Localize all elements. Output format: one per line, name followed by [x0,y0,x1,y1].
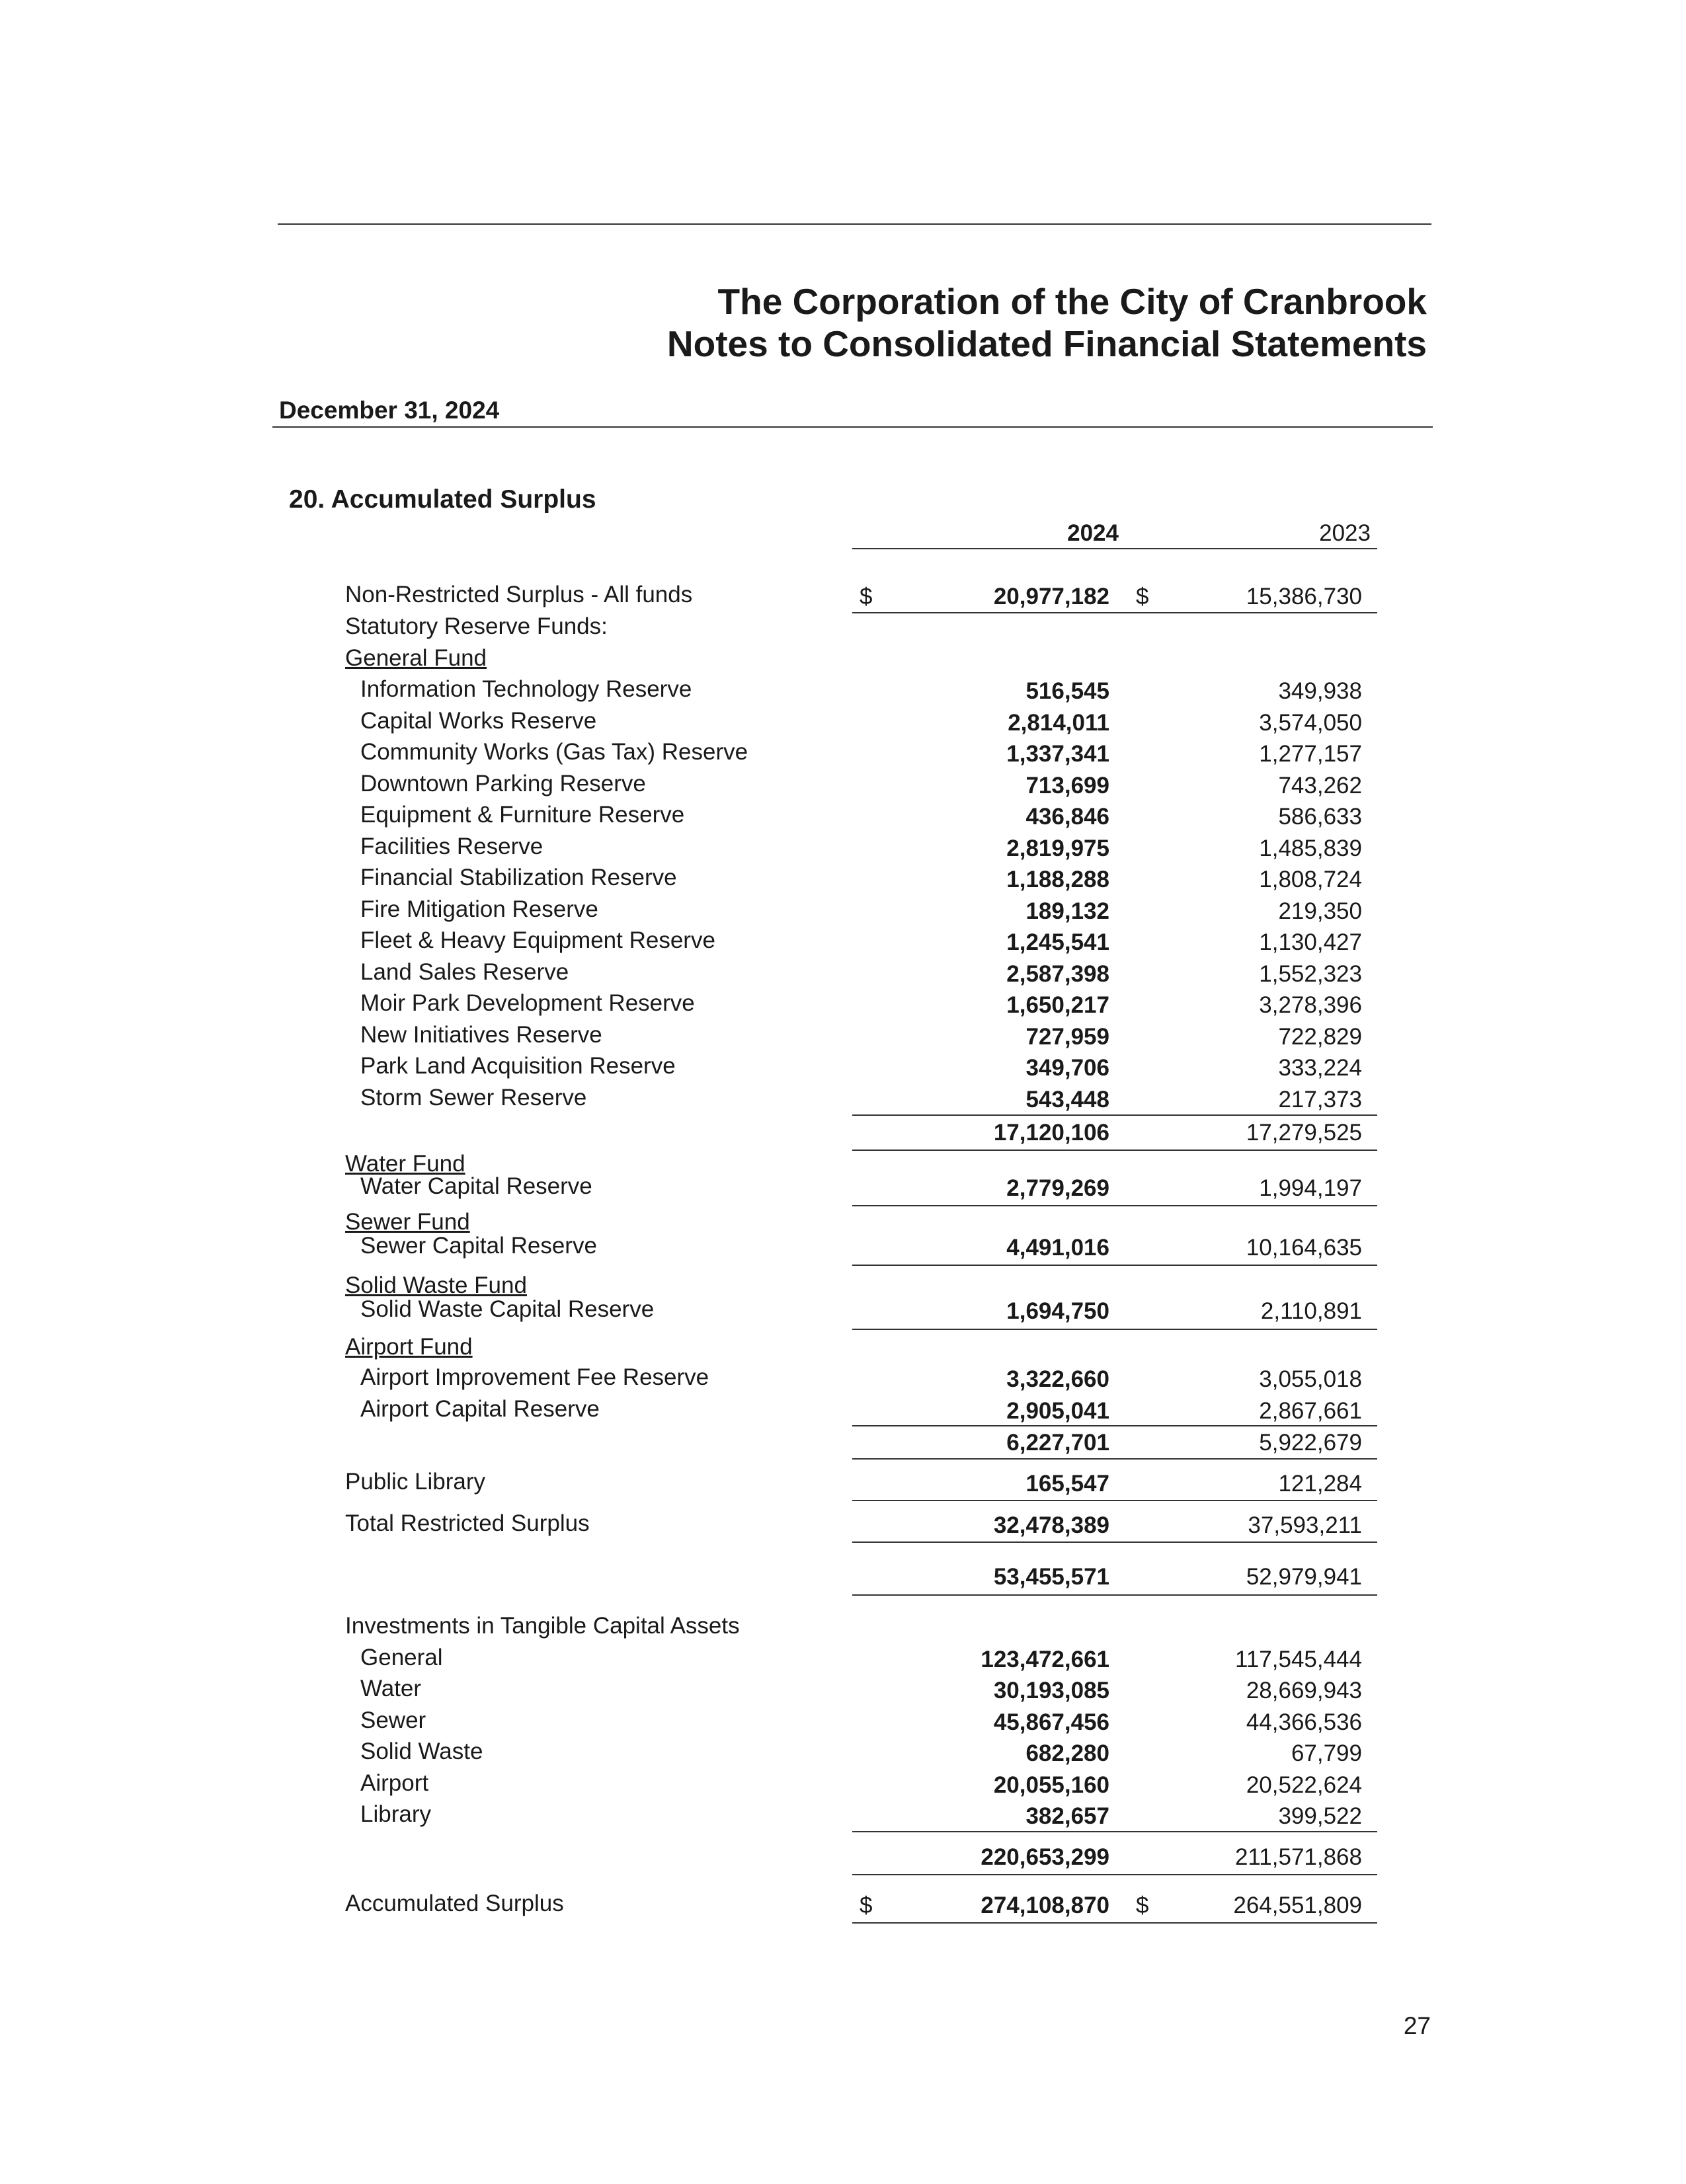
general-fund-item-label: Downtown Parking Reserve [360,771,646,797]
general-fund-item-label: New Initiatives Reserve [360,1022,602,1048]
general-fund-item-value-2023: 586,633 [1278,804,1362,830]
water-capital-value-2023: 1,994,197 [1259,1175,1362,1201]
rule-water-fund [852,1205,1377,1206]
general-fund-item-label: Fire Mitigation Reserve [360,896,598,922]
currency-symbol-accumulated-2023: $ [1136,1892,1149,1918]
airport-fund-total-2023: 5,922,679 [1259,1430,1362,1456]
tca-item-label: General [360,1645,443,1670]
general-fund-heading: General Fund [345,645,487,671]
tca-item-value-2023: 67,799 [1291,1740,1362,1766]
rule-general-fund-total [852,1150,1377,1151]
sewer-fund-heading: Sewer Fund [345,1209,470,1235]
general-fund-item-value-2023: 217,373 [1278,1087,1362,1112]
general-fund-item-label: Equipment & Furniture Reserve [360,802,685,828]
airport-fund-item-value-2023: 3,055,018 [1259,1366,1362,1392]
general-fund-item-label: Financial Stabilization Reserve [360,865,677,890]
general-fund-item-value-2024: 1,188,288 [1006,867,1109,892]
tca-item-label: Sewer [360,1707,426,1733]
general-fund-item-label: Storm Sewer Reserve [360,1085,587,1111]
tca-item-value-2024: 682,280 [1025,1740,1109,1766]
public-library-label: Public Library [345,1469,486,1495]
accumulated-surplus-label: Accumulated Surplus [345,1891,564,1916]
tca-item-value-2023: 399,522 [1278,1803,1362,1829]
general-fund-item-label: Park Land Acquisition Reserve [360,1053,676,1079]
tca-item-value-2023: 117,545,444 [1234,1647,1362,1672]
airport-fund-item-label: Airport Improvement Fee Reserve [360,1364,709,1390]
tca-item-label: Airport [360,1770,429,1796]
currency-symbol-accumulated-2024: $ [860,1892,873,1918]
tca-item-value-2024: 123,472,661 [981,1647,1109,1672]
column-header-rule [852,548,1377,549]
general-fund-item-value-2023: 1,130,427 [1259,929,1362,955]
surplus-subtotal-2023: 52,979,941 [1246,1564,1362,1590]
rule-airport-fund-total [852,1458,1377,1460]
rule-tca-total [852,1874,1377,1875]
rule-total-restricted [852,1541,1377,1543]
tca-item-label: Water [360,1676,422,1701]
general-fund-item-label: Community Works (Gas Tax) Reserve [360,739,748,765]
general-fund-item-value-2024: 436,846 [1025,804,1109,830]
tca-total-2024: 220,653,299 [981,1844,1109,1870]
tca-item-value-2024: 20,055,160 [993,1772,1109,1798]
general-fund-item-label: Facilities Reserve [360,834,543,859]
tca-item-value-2024: 45,867,456 [993,1709,1109,1735]
rule-tca [852,1831,1377,1832]
public-library-value-2024: 165,547 [1025,1471,1109,1497]
solid-waste-capital-value-2023: 2,110,891 [1260,1298,1362,1324]
statement-date: December 31, 2024 [279,397,500,424]
solid-waste-capital-value-2024: 1,694,750 [1006,1298,1109,1324]
general-fund-total-2024: 17,120,106 [993,1120,1109,1146]
tca-heading: Investments in Tangible Capital Assets [345,1613,740,1639]
solid-waste-capital-label: Solid Waste Capital Reserve [360,1296,655,1322]
tca-item-value-2023: 44,366,536 [1246,1709,1362,1735]
rule-accumulated-surplus [852,1922,1377,1924]
airport-fund-item-value-2023: 2,867,661 [1259,1398,1362,1424]
general-fund-item-value-2023: 219,350 [1278,898,1362,924]
rule-airport-fund [852,1425,1377,1426]
rule-public-library [852,1500,1377,1501]
solid-waste-fund-heading: Solid Waste Fund [345,1272,527,1298]
rule-sewer-fund [852,1265,1377,1266]
airport-fund-total-2024: 6,227,701 [1006,1430,1109,1456]
general-fund-item-value-2024: 713,699 [1025,773,1109,799]
accumulated-surplus-value-2024: 274,108,870 [981,1892,1109,1918]
total-restricted-value-2024: 32,478,389 [993,1512,1109,1538]
general-fund-item-value-2024: 1,337,341 [1006,741,1109,767]
page-number: 27 [1403,2012,1431,2039]
general-fund-item-value-2023: 1,485,839 [1259,836,1362,861]
row-label-non-restricted: Non-Restricted Surplus - All funds [345,582,693,607]
general-fund-item-label: Land Sales Reserve [360,959,569,985]
general-fund-item-value-2024: 2,819,975 [1006,836,1109,861]
airport-fund-item-label: Airport Capital Reserve [360,1396,600,1422]
water-capital-label: Water Capital Reserve [360,1173,592,1199]
rule-subtotal [852,1594,1377,1596]
general-fund-item-value-2023: 1,277,157 [1259,741,1362,767]
header-bottom-rule [272,426,1433,428]
general-fund-item-value-2023: 1,808,724 [1259,867,1362,892]
airport-fund-item-value-2024: 2,905,041 [1006,1398,1109,1424]
general-fund-item-value-2024: 189,132 [1025,898,1109,924]
water-capital-value-2024: 2,779,269 [1006,1175,1109,1201]
tca-item-value-2023: 28,669,943 [1246,1678,1362,1703]
surplus-subtotal-2024: 53,455,571 [993,1564,1109,1590]
airport-fund-heading: Airport Fund [345,1334,473,1360]
column-header-2024: 2024 [1067,520,1119,546]
total-restricted-value-2023: 37,593,211 [1248,1512,1362,1538]
note-title: 20. Accumulated Surplus [289,485,596,514]
currency-symbol-non-restricted-2023: $ [1136,584,1149,609]
general-fund-item-value-2023: 743,262 [1278,773,1362,799]
general-fund-item-label: Information Technology Reserve [360,676,692,702]
total-restricted-label: Total Restricted Surplus [345,1510,590,1536]
currency-symbol-non-restricted-2024: $ [860,584,873,609]
general-fund-item-value-2023: 3,278,396 [1259,992,1362,1018]
rule-solid-waste-fund [852,1329,1377,1330]
airport-fund-item-value-2024: 3,322,660 [1006,1366,1109,1392]
general-fund-total-2023: 17,279,525 [1246,1120,1362,1146]
tca-item-value-2024: 382,657 [1025,1803,1109,1829]
general-fund-item-value-2024: 1,245,541 [1006,929,1109,955]
tca-item-value-2023: 20,522,624 [1246,1772,1362,1798]
general-fund-item-value-2024: 2,587,398 [1006,961,1109,987]
general-fund-item-value-2024: 543,448 [1025,1087,1109,1112]
value-non-restricted-2023: 15,386,730 [1246,584,1362,609]
sewer-capital-value-2023: 10,164,635 [1246,1235,1362,1261]
rule-general-fund [852,1114,1377,1116]
tca-total-2023: 211,571,868 [1234,1844,1362,1870]
general-fund-item-value-2023: 349,938 [1278,678,1362,704]
general-fund-item-value-2024: 2,814,011 [1008,710,1109,736]
general-fund-item-value-2024: 516,545 [1025,678,1109,704]
general-fund-item-value-2023: 333,224 [1278,1055,1362,1081]
sewer-capital-value-2024: 4,491,016 [1006,1235,1109,1261]
general-fund-item-value-2023: 1,552,323 [1259,961,1362,987]
column-header-2023: 2023 [1319,520,1371,546]
general-fund-item-value-2023: 3,574,050 [1259,710,1362,736]
page-subtitle: Notes to Consolidated Financial Statements [666,323,1427,364]
header-top-rule [278,223,1431,225]
general-fund-item-value-2024: 349,706 [1025,1055,1109,1081]
public-library-value-2023: 121,284 [1278,1471,1362,1497]
accumulated-surplus-value-2023: 264,551,809 [1233,1892,1362,1918]
general-fund-item-label: Moir Park Development Reserve [360,990,695,1016]
value-non-restricted-2024: 20,977,182 [993,584,1109,609]
general-fund-item-value-2024: 727,959 [1025,1024,1109,1050]
tca-item-label: Solid Waste [360,1738,483,1764]
general-fund-item-label: Fleet & Heavy Equipment Reserve [360,927,715,953]
general-fund-item-value-2023: 722,829 [1278,1024,1362,1050]
tca-item-label: Library [360,1801,431,1827]
rule-non-restricted [852,612,1377,613]
page-title: The Corporation of the City of Cranbrook [717,281,1427,322]
water-fund-heading: Water Fund [345,1151,465,1177]
general-fund-item-value-2024: 1,650,217 [1006,992,1109,1018]
statutory-reserve-heading: Statutory Reserve Funds: [345,613,608,639]
tca-item-value-2024: 30,193,085 [993,1678,1109,1703]
sewer-capital-label: Sewer Capital Reserve [360,1233,597,1259]
general-fund-item-label: Capital Works Reserve [360,708,597,734]
